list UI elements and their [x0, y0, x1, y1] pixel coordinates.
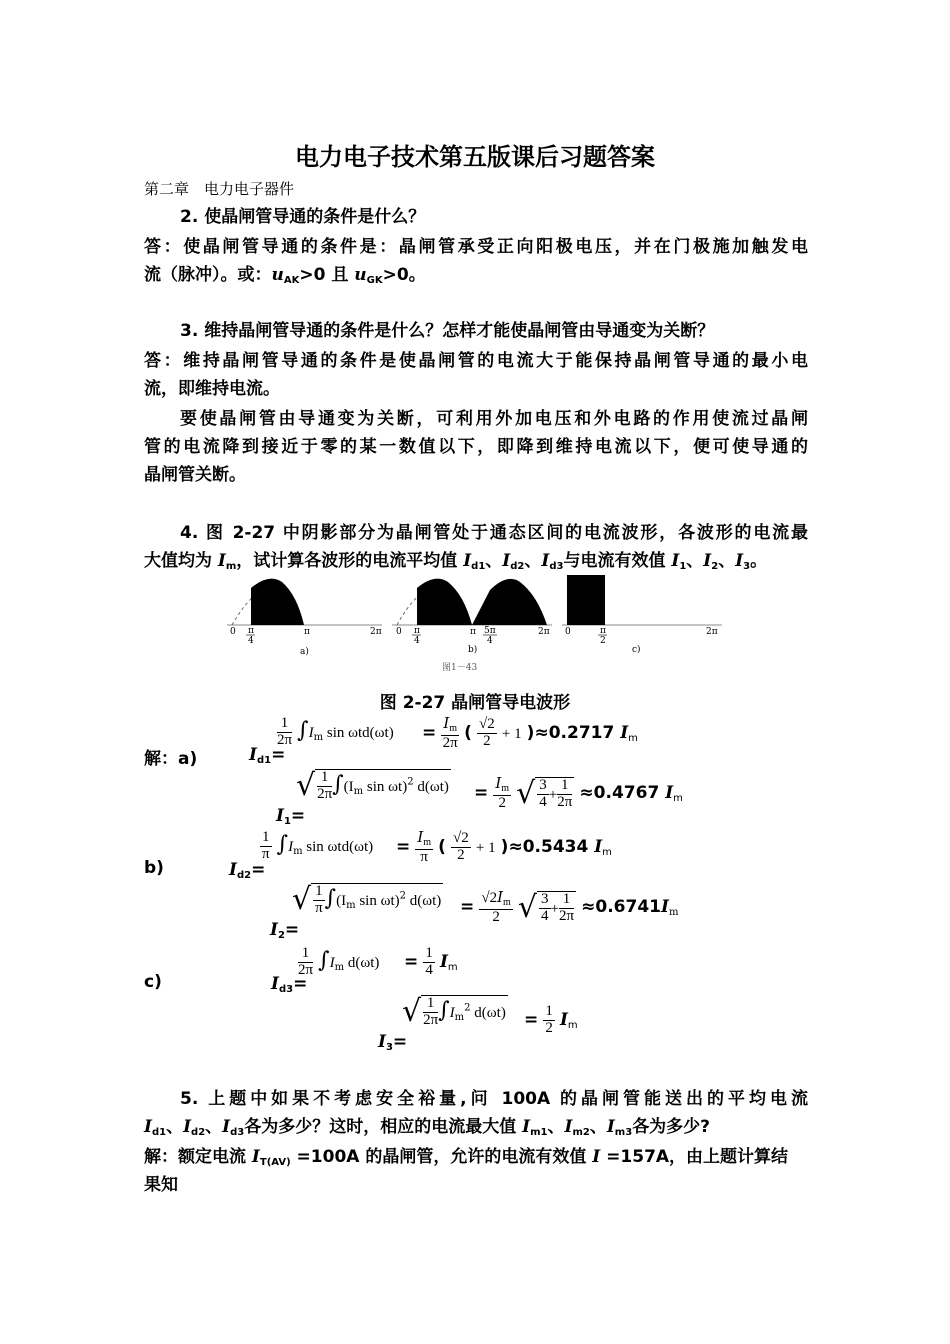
tick-b-pi4-num: π: [414, 626, 420, 636]
label-a: a): [300, 647, 309, 657]
formula-i2-integral: √ $\frac{1}{\pi}$ $\int(I_m$ sin ωt)$^2$ d(ωt): [292, 882, 442, 917]
tick-c-0: 0: [565, 627, 571, 637]
tick-b-5pi4-num: 5π: [484, 626, 496, 636]
formula-id2: $I_{d2}=$: [229, 860, 266, 881]
formula-id1: $I_{d1}=$: [249, 745, 286, 766]
solution-c-label: c): [144, 972, 162, 992]
answer-3-line-5: 晶闸管关断。: [144, 465, 246, 485]
question-4-line-2: 大值均为 $I_m$，试计算各波形的电流平均值 $I_{d1}$、$I_{d2}$、$I_{d3}$与电流有效值 $I_1$、$I_2$、$I_3$。: [144, 551, 768, 572]
question-2: 2. 使晶闸管导通的条件是什么？: [180, 207, 426, 227]
formula-id2-result: = $\frac{I_m}{\pi}$ ( $\frac{√2}{2}$ + 1 )≈0.5434 $I_m$: [396, 828, 612, 865]
tick-a-pi: π: [304, 627, 310, 637]
tick-b-pi4-den: 4: [414, 636, 420, 646]
answer-3-line-1: 答：维持晶闸管导通的条件是使晶闸管的电流大于能保持晶闸管导通的最小电: [144, 351, 808, 371]
question-5-line-4: 果知: [144, 1175, 178, 1195]
thyristor-waveform-figure: [222, 570, 728, 680]
formula-i1: $I_1=$: [276, 806, 306, 827]
answer-2-line-1: 答：使晶闸管导通的条件是：晶闸管承受正向阳极电压，并在门极施加触发电: [144, 237, 808, 257]
shaded-region-b2: [472, 579, 547, 625]
tick-a-pi4-den: 4: [248, 636, 254, 646]
tick-c-pi2-den: 2: [600, 636, 606, 646]
formula-i2-result: = $\frac{√2I_m}{2}$ √ $\frac{3}{4}$ + $\frac{1}{2\pi}$ $\approx 0.6741I_m$: [460, 888, 679, 926]
page-title: 电力电子技术第五版课后习题答案: [295, 143, 655, 171]
tick-c-pi2-num: π: [600, 626, 606, 636]
formula-i1-integral: √ $\frac{1}{2\pi}$ $\int(I_m$ sin ωt)$^2$ d(ωt): [296, 768, 449, 803]
tick-a-pi4-num: π: [248, 626, 254, 636]
inner-caption: 图1－43: [442, 663, 478, 673]
formula-id3-integral: $\frac{1}{2\pi}$ $\int I_m$ d(ωt): [298, 945, 380, 978]
question-5-line-1: 5. 上题中如果不考虑安全裕量,问 100A 的晶闸管能送出的平均电流: [180, 1089, 808, 1109]
answer-3-line-3: 要使晶闸管由导通变为关断，可利用外加电压和外电路的作用使流过晶闸: [180, 409, 808, 429]
figure-caption: 图 2-27 晶闸管导电波形: [379, 693, 571, 713]
tick-b-5pi4-den: 4: [487, 636, 493, 646]
question-5-line-2: $I_{d1}$、$I_{d2}$、$I_{d3}$各为多少？这时，相应的电流最大值 $I_{m1}$、$I_{m2}$、$I_{m3}$各为多少?: [144, 1117, 711, 1138]
question-3: 3. 维持晶闸管导通的条件是什么？怎样才能使晶闸管由导通变为关断？: [180, 321, 715, 341]
tick-b-pi: π: [470, 627, 476, 637]
label-b: b): [468, 645, 478, 655]
label-c: c): [632, 645, 641, 655]
formula-i1-result: = $\frac{I_m}{2}$ √ $\frac{3}{4}$ + $\frac{1}{2\pi}$ ≈0.4767 $I_m$: [474, 774, 683, 812]
formula-i2: $I_2=$: [270, 920, 300, 941]
tick-a-2pi: 2π: [370, 627, 382, 637]
formula-id1-result: = $\frac{I_m}{2\pi}$ ( $\frac{√2}{2}$ + 1 )≈0.2717 $I_m$: [422, 714, 638, 751]
formula-i3: $I_3=$: [378, 1032, 408, 1053]
question-4-line-1: 4. 图 2-27 中阴影部分为晶闸管处于通态区间的电流波形，各波形的电流最: [180, 523, 808, 543]
formula-i3-result: = $\frac{1}{2}$ $I_m$: [524, 1003, 578, 1036]
formula-i3-integral: √ $\frac{1}{2\pi}$ $\int I_m^2$ d(ωt): [402, 994, 506, 1029]
formula-id3: $I_{d3}=$: [271, 974, 308, 995]
question-5-line-3: 解：额定电流 $I_{T(AV)} =100A$ 的晶闸管，允许的电流有效值 I =157A，由上题计算结: [144, 1147, 789, 1168]
chapter-heading: 第二章 电力电子器件: [144, 180, 295, 198]
solution-a-label: 解：a): [144, 749, 198, 769]
tick-a-0: 0: [230, 627, 236, 637]
tick-c-2pi: 2π: [706, 627, 718, 637]
shaded-region-c: [567, 575, 605, 625]
answer-3-line-4: 管的电流降到接近于零的某一数值以下，即降到维持电流以下，便可使导通的: [144, 437, 808, 457]
answer-2-line-2: 流（脉冲）。或：$u_{AK}>0$ 且 $u_{GK}>0$。: [144, 265, 426, 286]
answer-3-line-2: 流，即维持电流。: [144, 379, 280, 399]
formula-id1-integral: $\frac{1}{2\pi}$ $\int I_m$ sin ωtd(ωt): [277, 715, 394, 748]
solution-b-label: b): [144, 858, 164, 878]
formula-id3-result: = $\frac{1}{4}$ $I_m$: [404, 945, 458, 978]
formula-id2-integral: $\frac{1}{\pi}$ $\int I_m$ sin ωtd(ωt): [261, 829, 374, 862]
tick-b-0: 0: [396, 627, 402, 637]
shaded-region-a: [251, 579, 304, 625]
tick-b-2pi: 2π: [538, 627, 550, 637]
shaded-region-b1: [417, 579, 472, 625]
